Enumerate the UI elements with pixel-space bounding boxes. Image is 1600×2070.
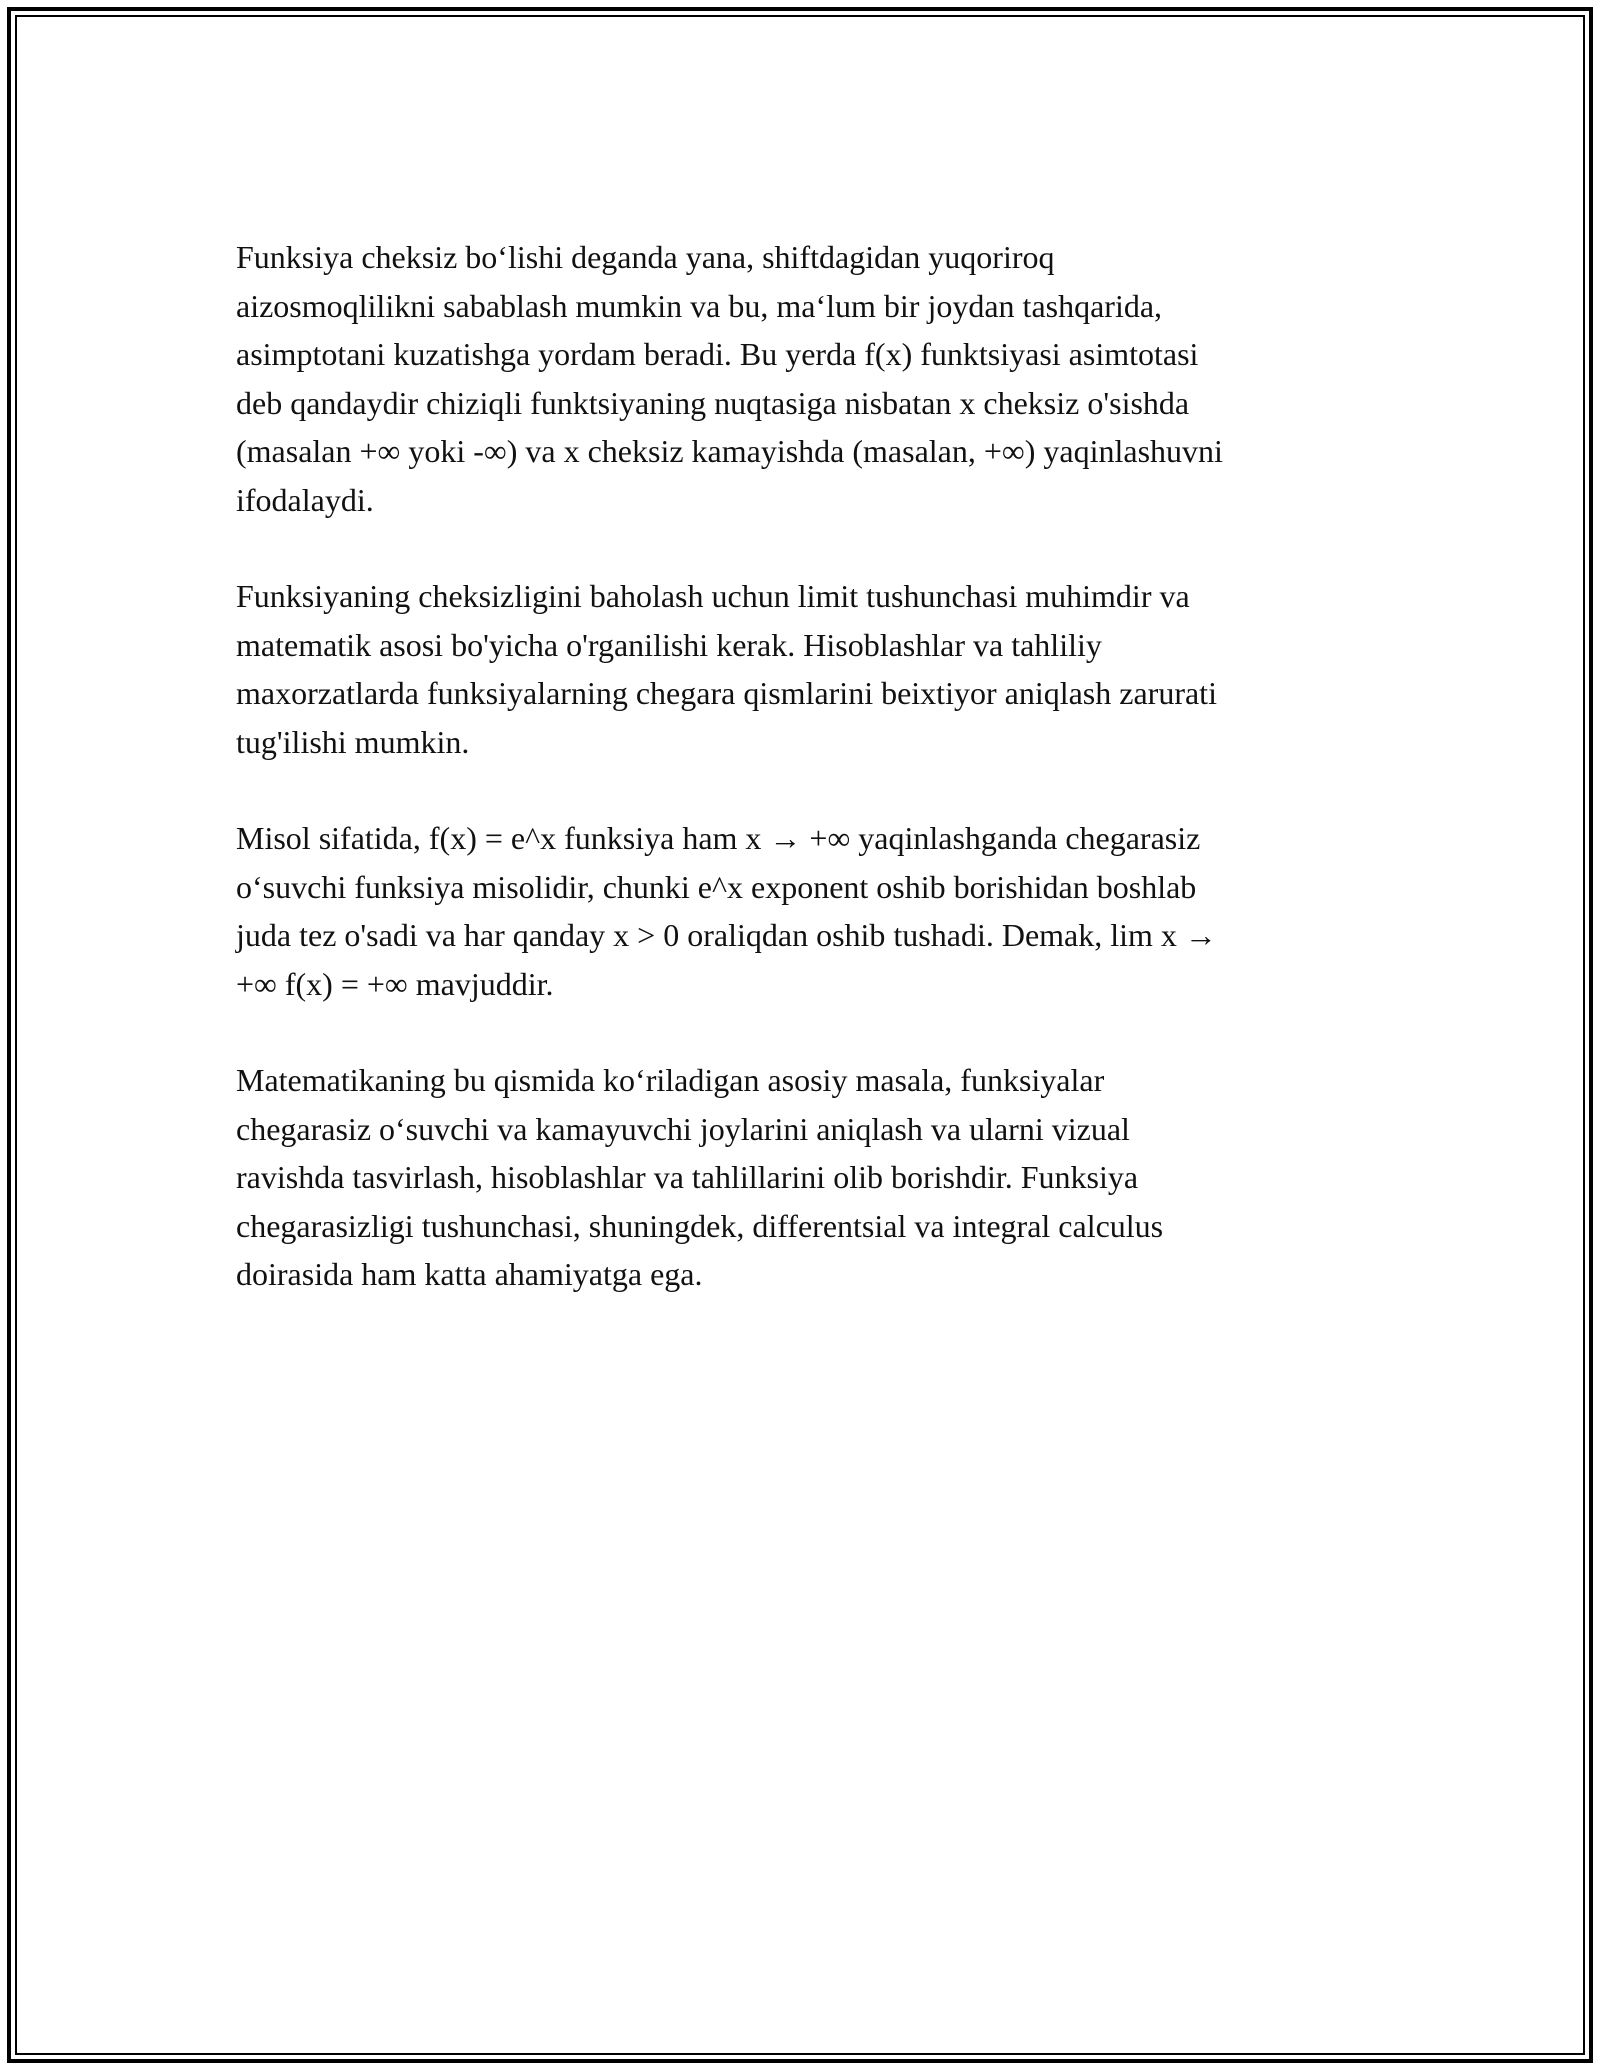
paragraph-asymptote: Funksiya cheksiz bo‘lishi deganda yana, shiftdagidan yuqoriroq aizosmoqlilikni sabablash mumkin va bu, ma‘lum bir joydan tashqarida, asimptotani kuzatishga yordam beradi. Bu yerda f(x) funktsiyasi asimtotasi deb qandaydir chiziqli funktsiyaning nuqtasiga nisbatan x cheksiz o'sishda (masalan +∞ yoki -∞) va x cheksiz kamayishda (masalan, +∞) yaqinlashuvni ifodalaydi. xyxy=(236,239,1223,518)
paragraph-exponent-example: Misol sifatida, f(x) = e^x funksiya ham x → +∞ yaqinlashganda chegarasiz o‘suvchi funksiya misolidir, chunki e^x exponent oshib borishidan boshlab juda tez o'sadi va har qanday x > 0 oraliqdan oshib tushadi. Demak, lim x → +∞ f(x) = +∞ mavjuddir. xyxy=(236,820,1217,1002)
paragraph-limit-concept: Funksiyaning cheksizligini baholash uchun limit tushunchasi muhimdir va matematik asosi bo'yicha o'rganilishi kerak. Hisoblashlar va tahliliy maxorzatlarda funksiyalarning chegara qismlarini beixtiyor aniqlash zarurati tug'ilishi mumkin. xyxy=(236,578,1217,760)
document-body xyxy=(236,233,1376,1347)
paragraph-main-problem: Matematikaning bu qismida ko‘riladigan asosiy masala, funksiyalar chegarasiz o‘suvchi va kamayuvchi joylarini aniqlash va ularni vizual ravishda tasvirlash, hisoblashlar va tahlillarini olib borishdir. Funksiya chegarasizligi tushunchasi, shuningdek, differentsial va integral calculus doirasida ham katta ahamiyatga ega. xyxy=(236,1062,1164,1292)
